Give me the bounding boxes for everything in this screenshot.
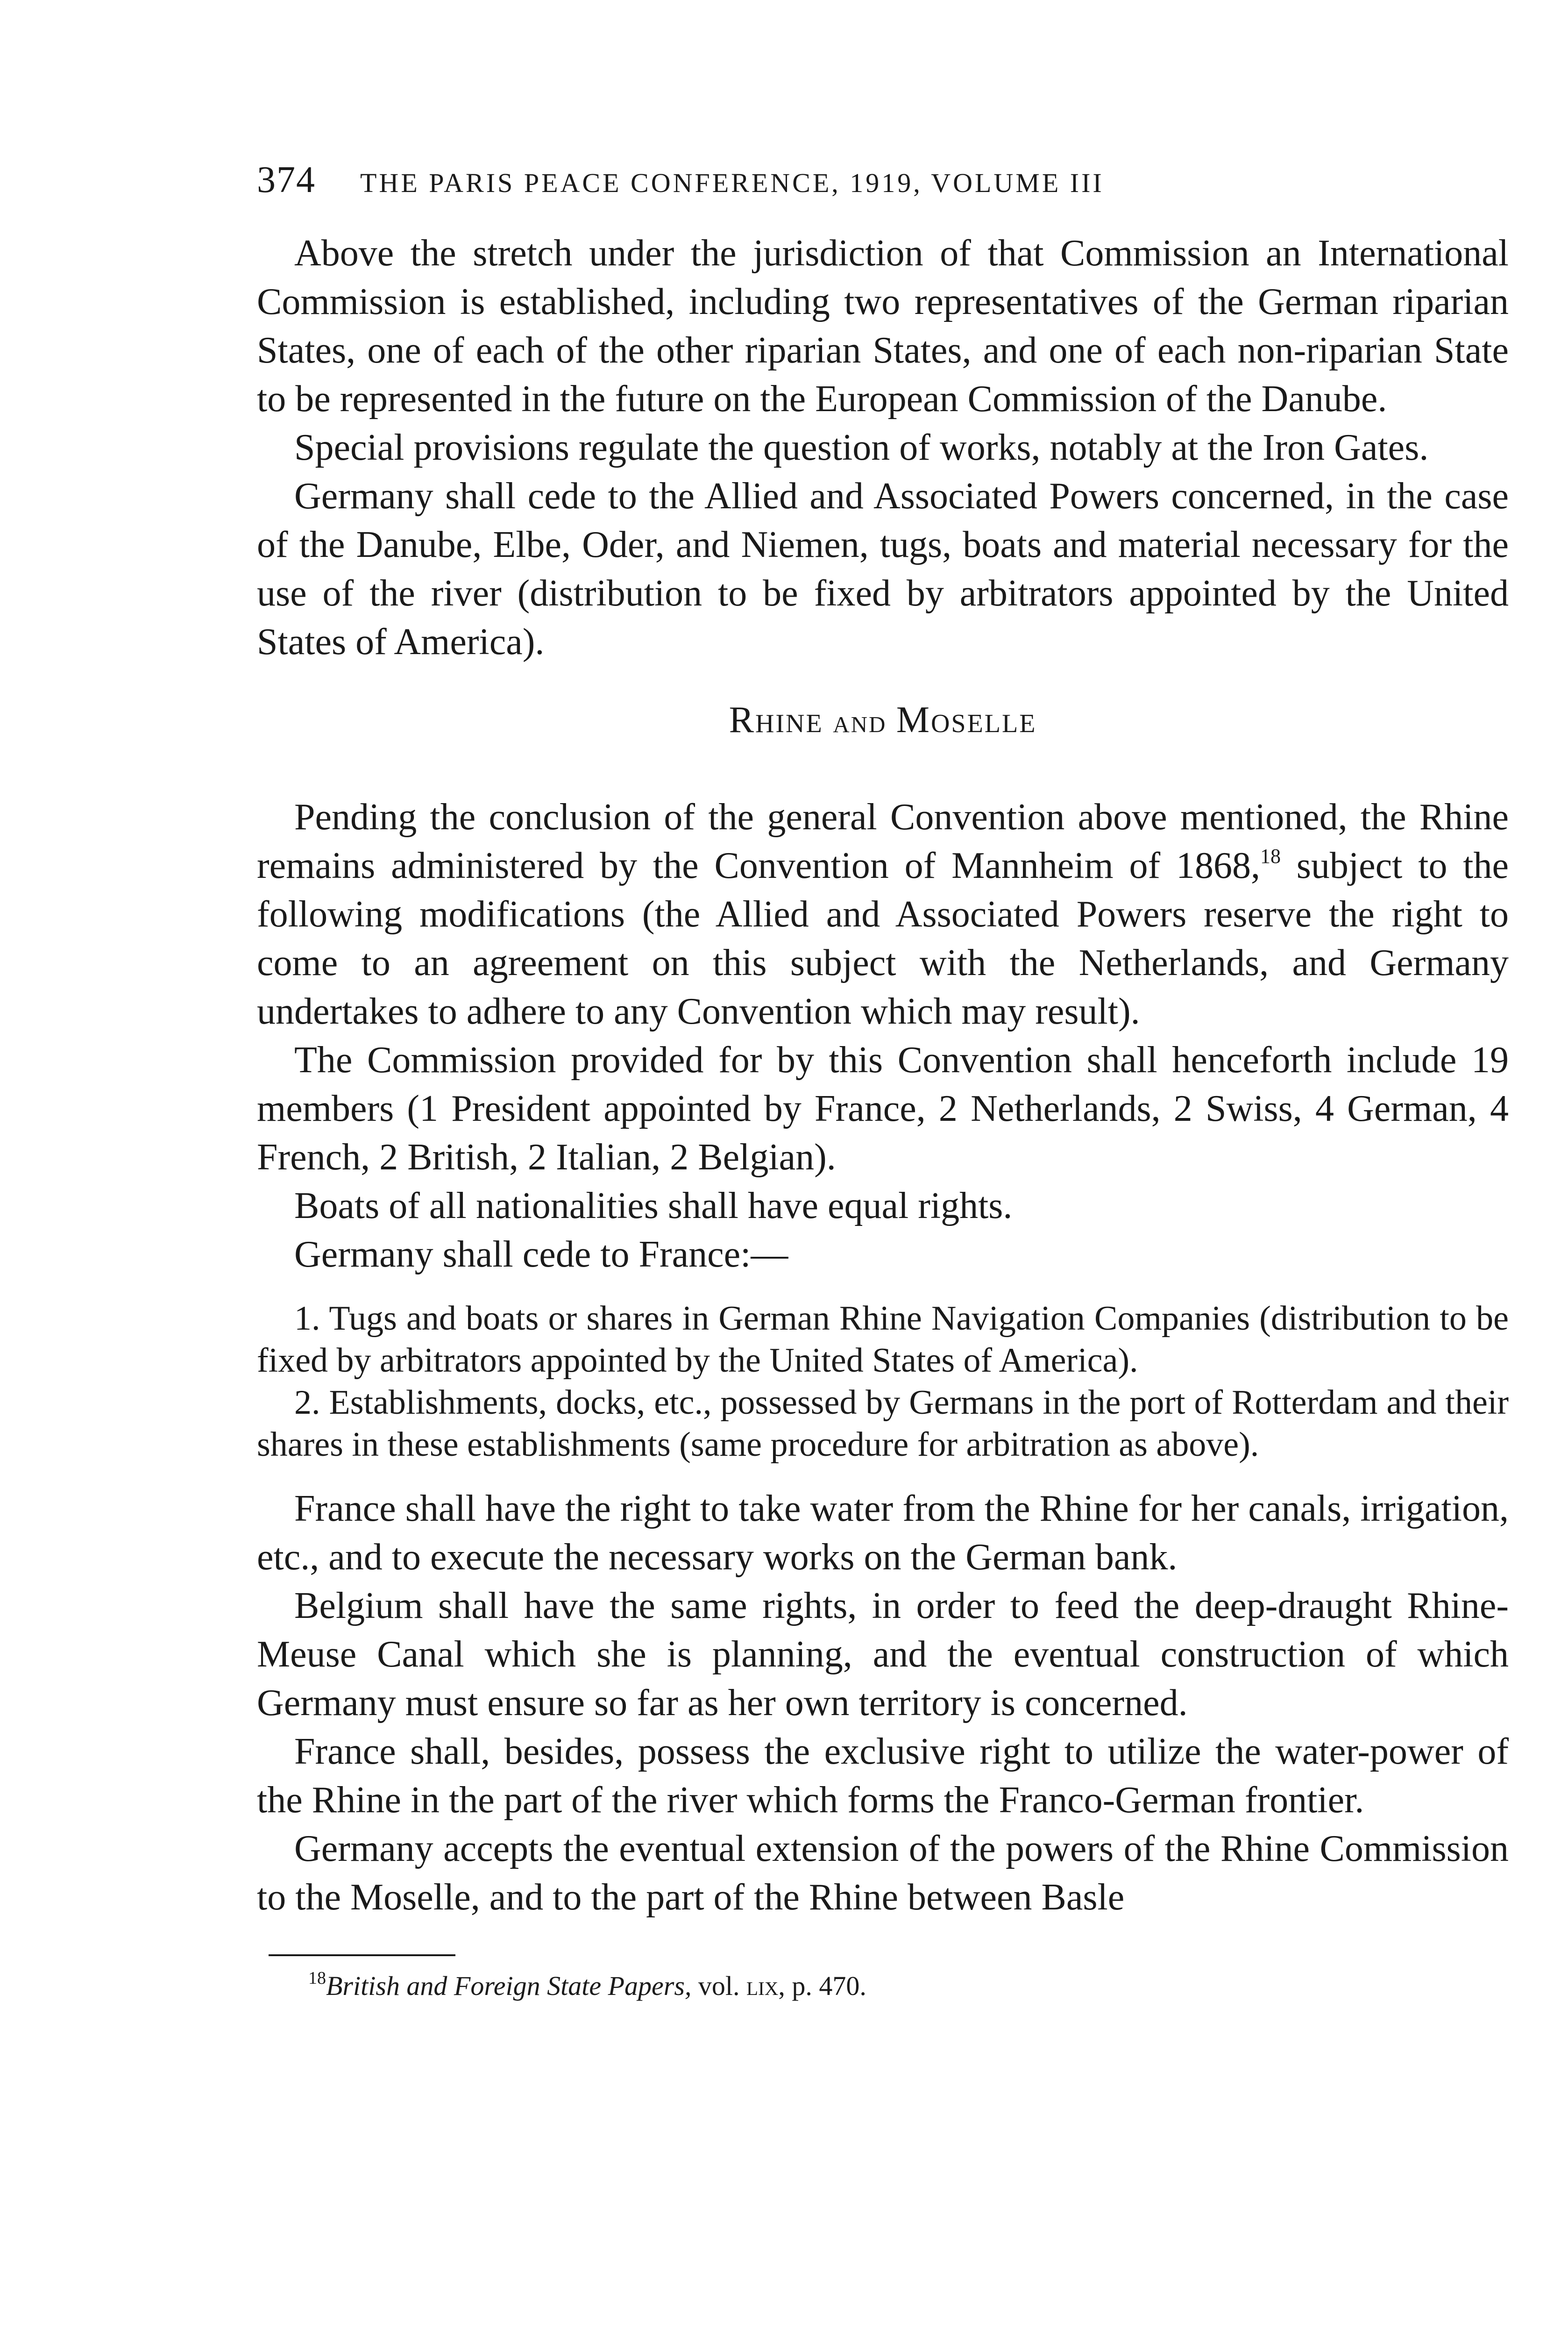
paragraph: Boats of all nationalities shall have equal rights. bbox=[294, 1185, 1013, 1226]
page-header bbox=[257, 159, 1509, 210]
page-number: 374 bbox=[257, 159, 316, 200]
paragraph: Germany shall cede to the Allied and Associated Powers concerned, in the case of the Danube, Elbe, Oder, and Niemen, tugs, boats and material necessary for the use of the river (distribution to be fixed by arbitrators appointed by the United States of America). bbox=[257, 476, 1509, 662]
footnote-text: , p. 470. bbox=[778, 1971, 866, 2001]
footnote-mark: 18 bbox=[308, 1968, 326, 1988]
paragraph: Belgium shall have the same rights, in order to feed the deep-draught Rhine-Meuse Canal which she is planning, and the eventual construction of which Germany must ensure so far as her own territory is concerned. bbox=[257, 1585, 1509, 1724]
running-head: THE PARIS PEACE CONFERENCE, 1919, VOLUME III bbox=[360, 168, 1104, 198]
section-heading-word: Rhine bbox=[729, 699, 823, 741]
paragraph: Germany shall cede to France:— bbox=[294, 1234, 788, 1275]
numbered-list bbox=[257, 1297, 1509, 1466]
paragraph: Above the stretch under the jurisdiction of that Commission an International Commission is established, including two representatives of the German riparian States, one of each of the other riparian States, and one of each non-riparian State to be represented in the future on the European Commission of the Danube. bbox=[257, 233, 1509, 420]
footnote-reference: 18 bbox=[1260, 845, 1281, 868]
section-heading-word: Moselle bbox=[896, 699, 1037, 741]
paragraph: Special provisions regulate the question of works, notably at the Iron Gates. bbox=[294, 427, 1429, 468]
paragraph-text: subject to the following modifications (the Allied and Associated Powers reserve the right to come to an agreement on this subject with the Netherlands, and Germany undertakes to adhere to any Convention which may result). bbox=[257, 845, 1509, 1032]
page-content bbox=[257, 159, 1509, 2005]
paragraph-text: Pending the conclusion of the general Convention above mentioned, the Rhine remains administered by the Convention of Mannheim of 1868, bbox=[257, 797, 1509, 886]
footnote-source-title: British and Foreign State Papers, bbox=[326, 1971, 692, 2001]
paragraph: France shall, besides, possess the exclusive right to utilize the water-power of the Rhine in the part of the river which forms the Franco-German frontier. bbox=[257, 1731, 1509, 1821]
section-heading bbox=[257, 699, 1509, 741]
section-heading-connector: and bbox=[833, 704, 887, 740]
paragraph-rhine-convention bbox=[257, 793, 1509, 1036]
footnote bbox=[308, 1967, 1509, 2005]
footnote-volume: lix bbox=[746, 1971, 779, 2001]
paragraph: France shall have the right to take water from the Rhine for her canals, irrigation, etc., and to execute the necessary works on the German bank. bbox=[257, 1488, 1509, 1578]
paragraph: The Commission provided for by this Convention shall henceforth include 19 members (1 President appointed by France, 2 Netherlands, 2 Swiss, 4 German, 4 French, 2 British, 2 Italian, 2 Belgian). bbox=[257, 1040, 1509, 1178]
footnote-text: vol. bbox=[691, 1971, 747, 2001]
footnote-divider bbox=[269, 1954, 455, 1956]
paragraph: Germany accepts the eventual extension of the powers of the Rhine Commission to the Moselle, and to the part of the Rhine between Basle bbox=[257, 1828, 1509, 1918]
list-item: 2. Establishments, docks, etc., possessed by Germans in the port of Rotterdam and their shares in these establishments (same procedure for arbitration as above). bbox=[257, 1383, 1509, 1464]
list-item: 1. Tugs and boats or shares in German Rhine Navigation Companies (distribution to be fixed by arbitrators appointed by the United States of America). bbox=[257, 1299, 1509, 1380]
